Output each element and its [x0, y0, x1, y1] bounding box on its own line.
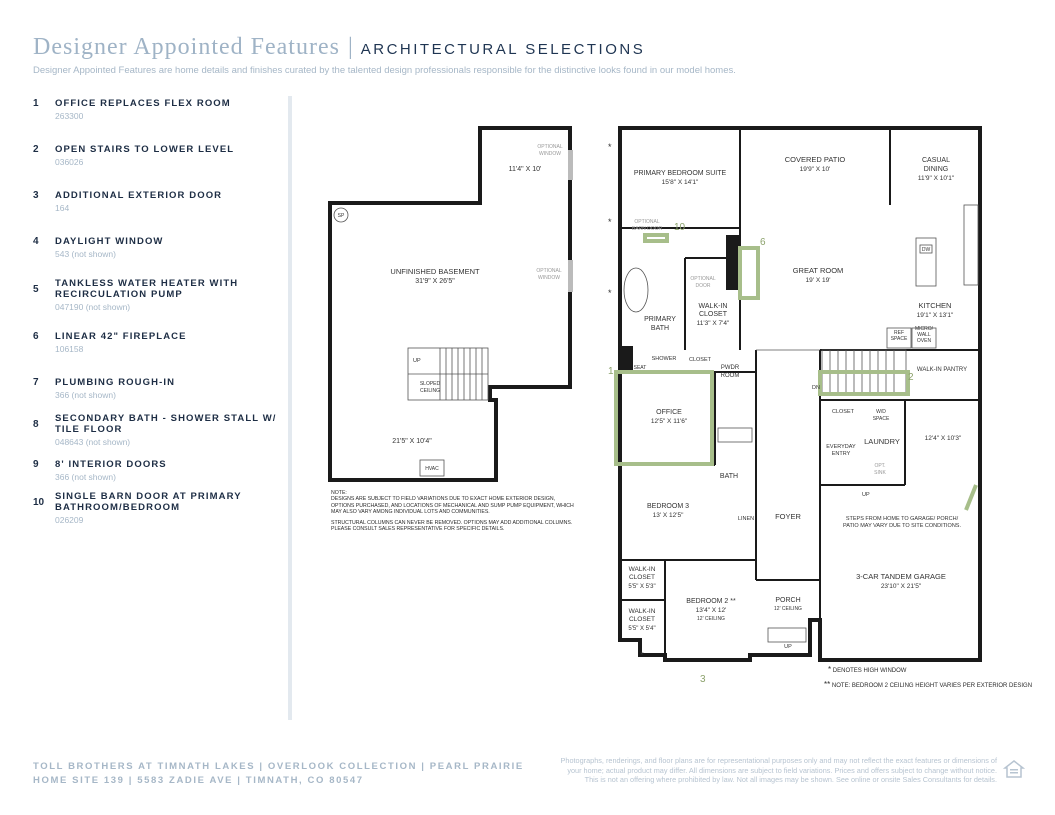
wic1-name-b: CLOSET — [628, 574, 656, 581]
feature-item — [33, 144, 278, 190]
bedroom2-ceiling: 12' CEILING — [697, 616, 725, 622]
walk-in-pantry-label: WALK-IN PANTRY — [916, 367, 968, 373]
feature-code: 543 (not shown) — [55, 249, 116, 259]
optional-door-label-a: OPTIONAL — [690, 276, 716, 282]
stairs-down-label: DN — [812, 385, 820, 391]
seat-label: SEAT — [633, 365, 647, 371]
page-description: Designer Appointed Features are home details and finishes curated by the talented design professionals responsible for the distinctive looks found in our model homes. — [33, 65, 736, 76]
structural-note: STRUCTURAL COLUMNS CAN NEVER BE REMOVED. OPTIONS MAY ADD ADDITIONAL COLUMNS. PLEASE CONSULT SALES REPRESENTATIVE FOR SPECIFIC DETAILS. — [331, 519, 573, 533]
feature-code: 048643 (not shown) — [55, 437, 131, 447]
highlight-barn-door — [645, 235, 667, 241]
shower-column — [619, 346, 633, 372]
feature-number: 1 — [33, 98, 39, 109]
feature-title: PLUMBING ROUGH-IN — [55, 377, 176, 388]
feature-item — [33, 459, 278, 491]
high-window-star-1: * — [608, 142, 612, 152]
sloped-ceiling-label-a: SLOPED — [419, 381, 441, 387]
bedroom3-name: BEDROOM 3 — [646, 503, 690, 510]
primary-bath-name-a: PRIMARY — [644, 316, 676, 323]
feature-title: SECONDARY BATH - SHOWER STALL W/ TILE FLOOR — [55, 413, 277, 435]
feature-number: 9 — [33, 459, 39, 470]
feature-item — [33, 236, 278, 278]
everyday-entry-label-b: ENTRY — [831, 451, 851, 457]
powder-room-name-a: PWDR — [720, 365, 740, 371]
highlight-exterior-door — [966, 485, 976, 510]
opt-sink-label-b: SINK — [874, 470, 886, 476]
callout-2: 2 — [908, 372, 914, 383]
garage-name: 3-CAR TANDEM GARAGE — [856, 572, 946, 581]
walk-in-closet-name-a: WALK-IN — [698, 303, 728, 310]
note-block — [331, 490, 576, 516]
ref-space-label-a: REF — [894, 330, 904, 336]
feature-number: 5 — [33, 284, 39, 295]
feature-title: OFFICE REPLACES FLEX ROOM — [55, 98, 231, 109]
feature-title: SINGLE BARN DOOR AT PRIMARY BATHROOM/BEDROOM — [55, 491, 242, 513]
optional-window-label-1b: WINDOW — [539, 151, 561, 157]
wic1-dim: 5'5" X 5'3" — [628, 584, 656, 590]
feature-number: 2 — [33, 144, 39, 155]
feature-code: 047190 (not shown) — [55, 302, 131, 312]
closet-label-entry: CLOSET — [831, 409, 855, 415]
feature-number: 10 — [33, 497, 45, 508]
feature-item — [33, 413, 278, 459]
footer-address — [33, 760, 524, 788]
casual-dining-name-b: DINING — [923, 166, 949, 173]
wd-space-label-a: W/D — [876, 409, 886, 415]
optional-barn-door-label-b: BARN DOOR — [631, 226, 663, 232]
primary-bathtub — [624, 268, 648, 312]
note-text: DESIGNS ARE SUBJECT TO FIELD VARIATIONS DUE TO EXACT HOME EXTERIOR DESIGN, OPTIONS PURCHASED, AND LOCATIONS OF MECHANICAL AND SUMP PUMP EQUIPMENT, WHICH MAY ALSO VARY AMONG INDIVIDUAL LOTS AND COMMUNITIES. — [331, 496, 574, 516]
note-label: NOTE: — [331, 490, 347, 496]
optional-door-label-b: DOOR — [695, 283, 711, 289]
secondary-bathtub — [718, 428, 752, 442]
feature-title: TANKLESS WATER HEATER WITH RECIRCULATION PUMP — [55, 278, 239, 300]
basement-room-dim: 31'9" X 26'5" — [415, 278, 455, 285]
primary-suite-dim: 15'8" X 14'1" — [661, 179, 699, 186]
closet-label-bath: CLOSET — [688, 357, 712, 363]
casual-dining-name-a: CASUAL — [921, 157, 951, 164]
laundry-name: LAUNDRY — [864, 437, 900, 446]
sump-pump-label: SP — [337, 213, 345, 219]
feature-code: 106158 — [55, 344, 84, 354]
legend-star-2: ** — [824, 680, 831, 689]
wd-space-label-b: SPACE — [872, 416, 890, 422]
porch-steps-up-label: UP — [784, 644, 792, 650]
dishwasher-label: DW — [921, 247, 931, 253]
footer-line-2: HOME SITE 139 | 5583 ZADIE AVE | TIMNATH, CO 80547 — [33, 775, 364, 786]
feature-number: 4 — [33, 236, 39, 247]
main-floor-plan — [608, 128, 980, 685]
primary-bath-name-b: BATH — [650, 325, 670, 332]
basement-room-name: UNFINISHED BASEMENT — [390, 267, 480, 276]
feature-code: 026209 — [55, 515, 84, 525]
equal-housing-icon — [1003, 758, 1025, 780]
garage-side-room-dim: 12'4" X 10'3" — [924, 435, 962, 442]
wic2-name-b: CLOSET — [628, 616, 656, 623]
sloped-ceiling-label-b: CEILING — [419, 388, 441, 394]
page-header — [33, 34, 1033, 76]
optional-window-label-2b: WINDOW — [538, 275, 560, 281]
optional-window-label-2a: OPTIONAL — [536, 268, 562, 274]
feature-code: 366 (not shown) — [55, 390, 116, 400]
steps-note-line-2: PATIO MAY VARY DUE TO SITE CONDITIONS. — [843, 523, 961, 529]
feature-code: 366 (not shown) — [55, 472, 116, 482]
high-window-star-3: * — [608, 288, 612, 298]
page-subtitle: ARCHITECTURAL SELECTIONS — [360, 41, 646, 58]
porch-name: PORCH — [775, 597, 801, 604]
bedroom2-name: BEDROOM 2 ** — [686, 598, 736, 605]
feature-code: 036026 — [55, 157, 84, 167]
feature-number: 3 — [33, 190, 39, 201]
feature-code: 164 — [55, 203, 70, 213]
walk-in-closet-name-b: CLOSET — [698, 311, 728, 318]
basement-lower-dim: 21'5" X 10'4" — [392, 438, 432, 445]
feature-title: ADDITIONAL EXTERIOR DOOR — [55, 190, 223, 201]
basement-plan — [330, 128, 573, 480]
garage-steps-up-label: UP — [862, 492, 870, 498]
basement-stairs-up-label: UP — [413, 358, 421, 364]
feature-number: 7 — [33, 377, 39, 388]
steps-note-line-1: STEPS FROM HOME TO GARAGE/ PORCH/ — [845, 516, 959, 522]
secondary-bath-name: BATH — [719, 473, 739, 480]
legend-bedroom2-text: NOTE: BEDROOM 2 CEILING HEIGHT VARIES PER EXTERIOR DESIGN — [831, 683, 1033, 689]
fireplace-wall — [726, 235, 740, 290]
primary-suite-name: PRIMARY BEDROOM SUITE — [633, 170, 727, 177]
feature-code: 263300 — [55, 111, 84, 121]
feature-item — [33, 377, 278, 413]
walk-in-closet-dim: 11'3" X 7'4" — [696, 320, 730, 327]
title-separator: | — [347, 34, 353, 60]
callout-6: 6 — [760, 237, 766, 248]
high-window-star-2: * — [608, 217, 612, 227]
linen-label: LINEN — [737, 516, 755, 522]
feature-title: DAYLIGHT WINDOW — [55, 236, 164, 247]
feature-title: OPEN STAIRS TO LOWER LEVEL — [55, 144, 235, 155]
shower-label: SHOWER — [651, 356, 677, 362]
vertical-divider — [288, 96, 292, 720]
feature-number: 8 — [33, 419, 39, 430]
feature-title: LINEAR 42" FIREPLACE — [55, 331, 187, 342]
highlight-open-stairs — [820, 372, 908, 394]
foyer-name: FOYER — [775, 512, 801, 521]
hvac-label: HVAC — [425, 466, 439, 472]
callout-10: 10 — [674, 222, 686, 233]
wic1-name-a: WALK-IN — [628, 566, 656, 573]
ref-space-label-b: SPACE — [890, 336, 908, 342]
plan-notes — [331, 490, 576, 536]
optional-barn-door-label-a: OPTIONAL — [634, 219, 660, 225]
micro-wall-oven-label-b: WALL — [917, 332, 931, 338]
callout-3: 3 — [700, 674, 706, 685]
callout-1: 1 — [608, 366, 614, 377]
bedroom3-dim: 13' X 12'5" — [652, 512, 684, 519]
office-dim: 12'5" X 11'6" — [650, 418, 688, 425]
kitchen-counter — [964, 205, 978, 285]
footer-disclaimer — [525, 756, 997, 785]
basement-upper-dim: 11'4" X 10' — [508, 166, 542, 173]
disclaimer-line-1: Photographs, renderings, and floor plans are for representational purposes only and may not reflect the exact features or dimensions of — [560, 756, 997, 765]
high-window-star-4: * — [640, 650, 644, 660]
micro-wall-oven-label-c: OVEN — [916, 338, 932, 344]
covered-patio-dim: 19'9" X 10' — [799, 166, 831, 173]
feature-list — [33, 98, 278, 537]
everyday-entry-label-a: EVERYDAY — [826, 444, 856, 450]
bedroom2-dim: 13'4" X 12' — [695, 607, 727, 614]
micro-wall-oven-label-a: MICRO/ — [914, 326, 934, 332]
legend-star-1: * — [828, 665, 832, 674]
great-room-name: GREAT ROOM — [792, 266, 844, 275]
wic2-name-a: WALK-IN — [628, 608, 656, 615]
opt-sink-label-a: OPT. — [874, 463, 886, 469]
legend-high-window-text: DENOTES HIGH WINDOW — [832, 668, 907, 674]
feature-title: 8' INTERIOR DOORS — [55, 459, 167, 470]
wic2-dim: 5'5" X 5'4" — [628, 626, 656, 632]
feature-number: 6 — [33, 331, 39, 342]
casual-dining-dim: 11'9" X 10'1" — [917, 175, 955, 182]
footer-line-1: TOLL BROTHERS AT TIMNATH LAKES | OVERLOOK COLLECTION | PEARL PRAIRIE — [33, 761, 524, 772]
covered-patio-name: COVERED PATIO — [784, 155, 846, 164]
basement-window-1 — [568, 150, 573, 180]
feature-item — [33, 491, 278, 537]
office-name: OFFICE — [656, 409, 682, 416]
kitchen-dim: 19'1" X 13'1" — [916, 312, 954, 319]
highlight-fireplace — [740, 248, 758, 298]
great-room-dim: 19' X 19' — [805, 277, 831, 284]
basement-window-2 — [568, 260, 573, 292]
floor-plans — [300, 110, 1040, 710]
porch-steps — [768, 628, 806, 642]
kitchen-name: KITCHEN — [918, 301, 952, 310]
feature-item — [33, 278, 278, 331]
powder-room-name-b: ROOM — [720, 373, 740, 379]
disclaimer-line-3: This is not an offering where prohibited by law. Not all images may be shown. See online or onsite Sales Consultants for details. — [584, 775, 997, 785]
disclaimer-line-2: your home; actual product may differ. All dimensions are subject to field variations. Prices and offers subject to change without notice. — [567, 765, 997, 775]
feature-item — [33, 98, 278, 144]
porch-ceiling: 12' CEILING — [774, 606, 802, 612]
feature-item — [33, 190, 278, 236]
title-row — [33, 34, 1033, 61]
legend-bedroom2 — [824, 680, 1032, 689]
page-title: Designer Appointed Features — [33, 34, 340, 60]
legend-high-window — [828, 665, 906, 674]
feature-item — [33, 331, 278, 377]
garage-dim: 23'10" X 21'5" — [880, 583, 922, 590]
optional-window-label-1a: OPTIONAL — [537, 144, 563, 150]
